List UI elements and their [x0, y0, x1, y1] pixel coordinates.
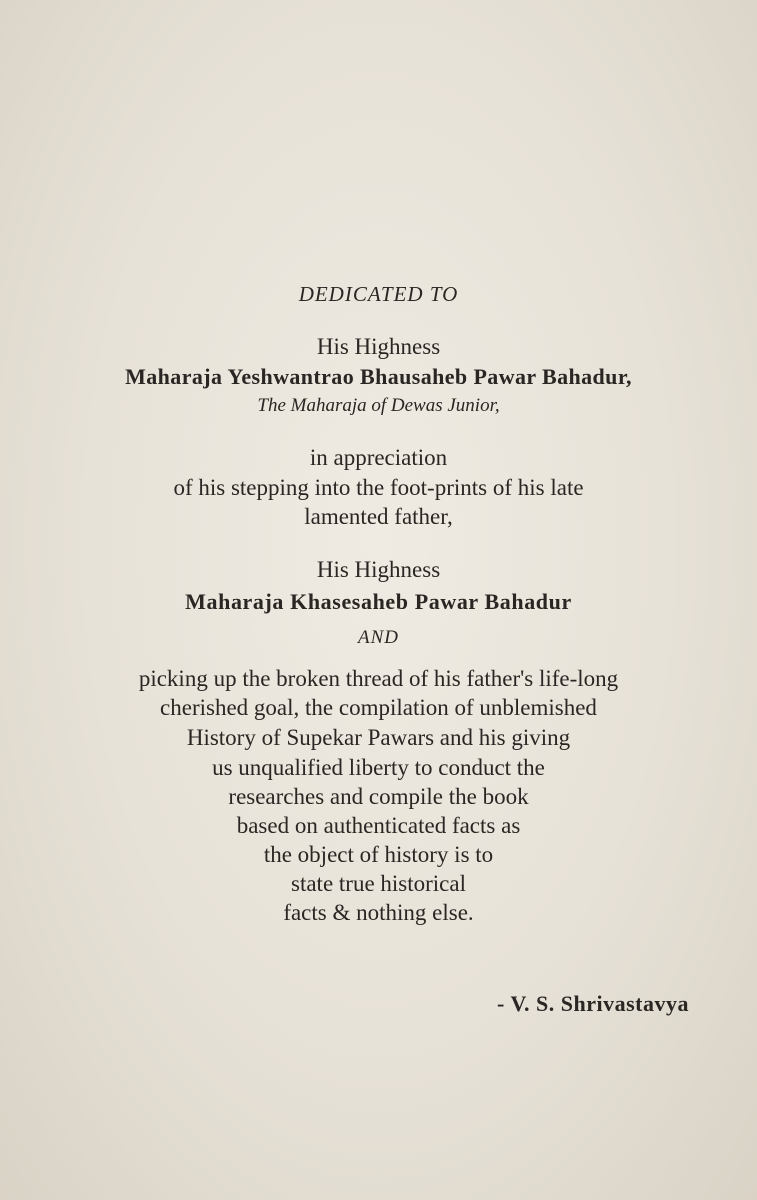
tribute-line-2: cherished goal, the compilation of unblemished — [160, 695, 597, 720]
tribute-line-1: picking up the broken thread of his father's life-long — [138, 666, 619, 691]
honorific-title-2: His Highness — [316, 557, 441, 582]
appreciation-line-3: lamented father, — [304, 504, 453, 529]
dedication-heading: DEDICATED TO — [298, 282, 459, 306]
honoree-name-1: Maharaja Yeshwantrao Bhausaheb Pawar Bahadur, — [125, 364, 632, 389]
honoree-subtitle-1: The Maharaja of Dewas Junior, — [257, 395, 500, 416]
tribute-line-7: the object of history is to — [263, 842, 494, 867]
appreciation-line-1: in appreciation — [309, 445, 448, 470]
tribute-line-6: based on authenticated facts as — [236, 813, 521, 838]
honoree-name-2: Maharaja Khasesaheb Pawar Bahadur — [185, 589, 572, 614]
tribute-line-8: state true historical — [291, 871, 466, 896]
honorific-title-1: His Highness — [316, 334, 441, 359]
tribute-line-4: us unqualified liberty to conduct the — [212, 755, 545, 780]
tribute-line-5: researches and compile the book — [228, 784, 529, 809]
conjunction-and: AND — [358, 627, 399, 648]
appreciation-line-2: of his stepping into the foot-prints of his late — [173, 475, 584, 500]
tribute-line-3: History of Supekar Pawars and his giving — [186, 725, 571, 750]
author-signature: - V. S. Shrivastavya — [497, 991, 689, 1016]
tribute-line-9: facts & nothing else. — [283, 900, 474, 925]
